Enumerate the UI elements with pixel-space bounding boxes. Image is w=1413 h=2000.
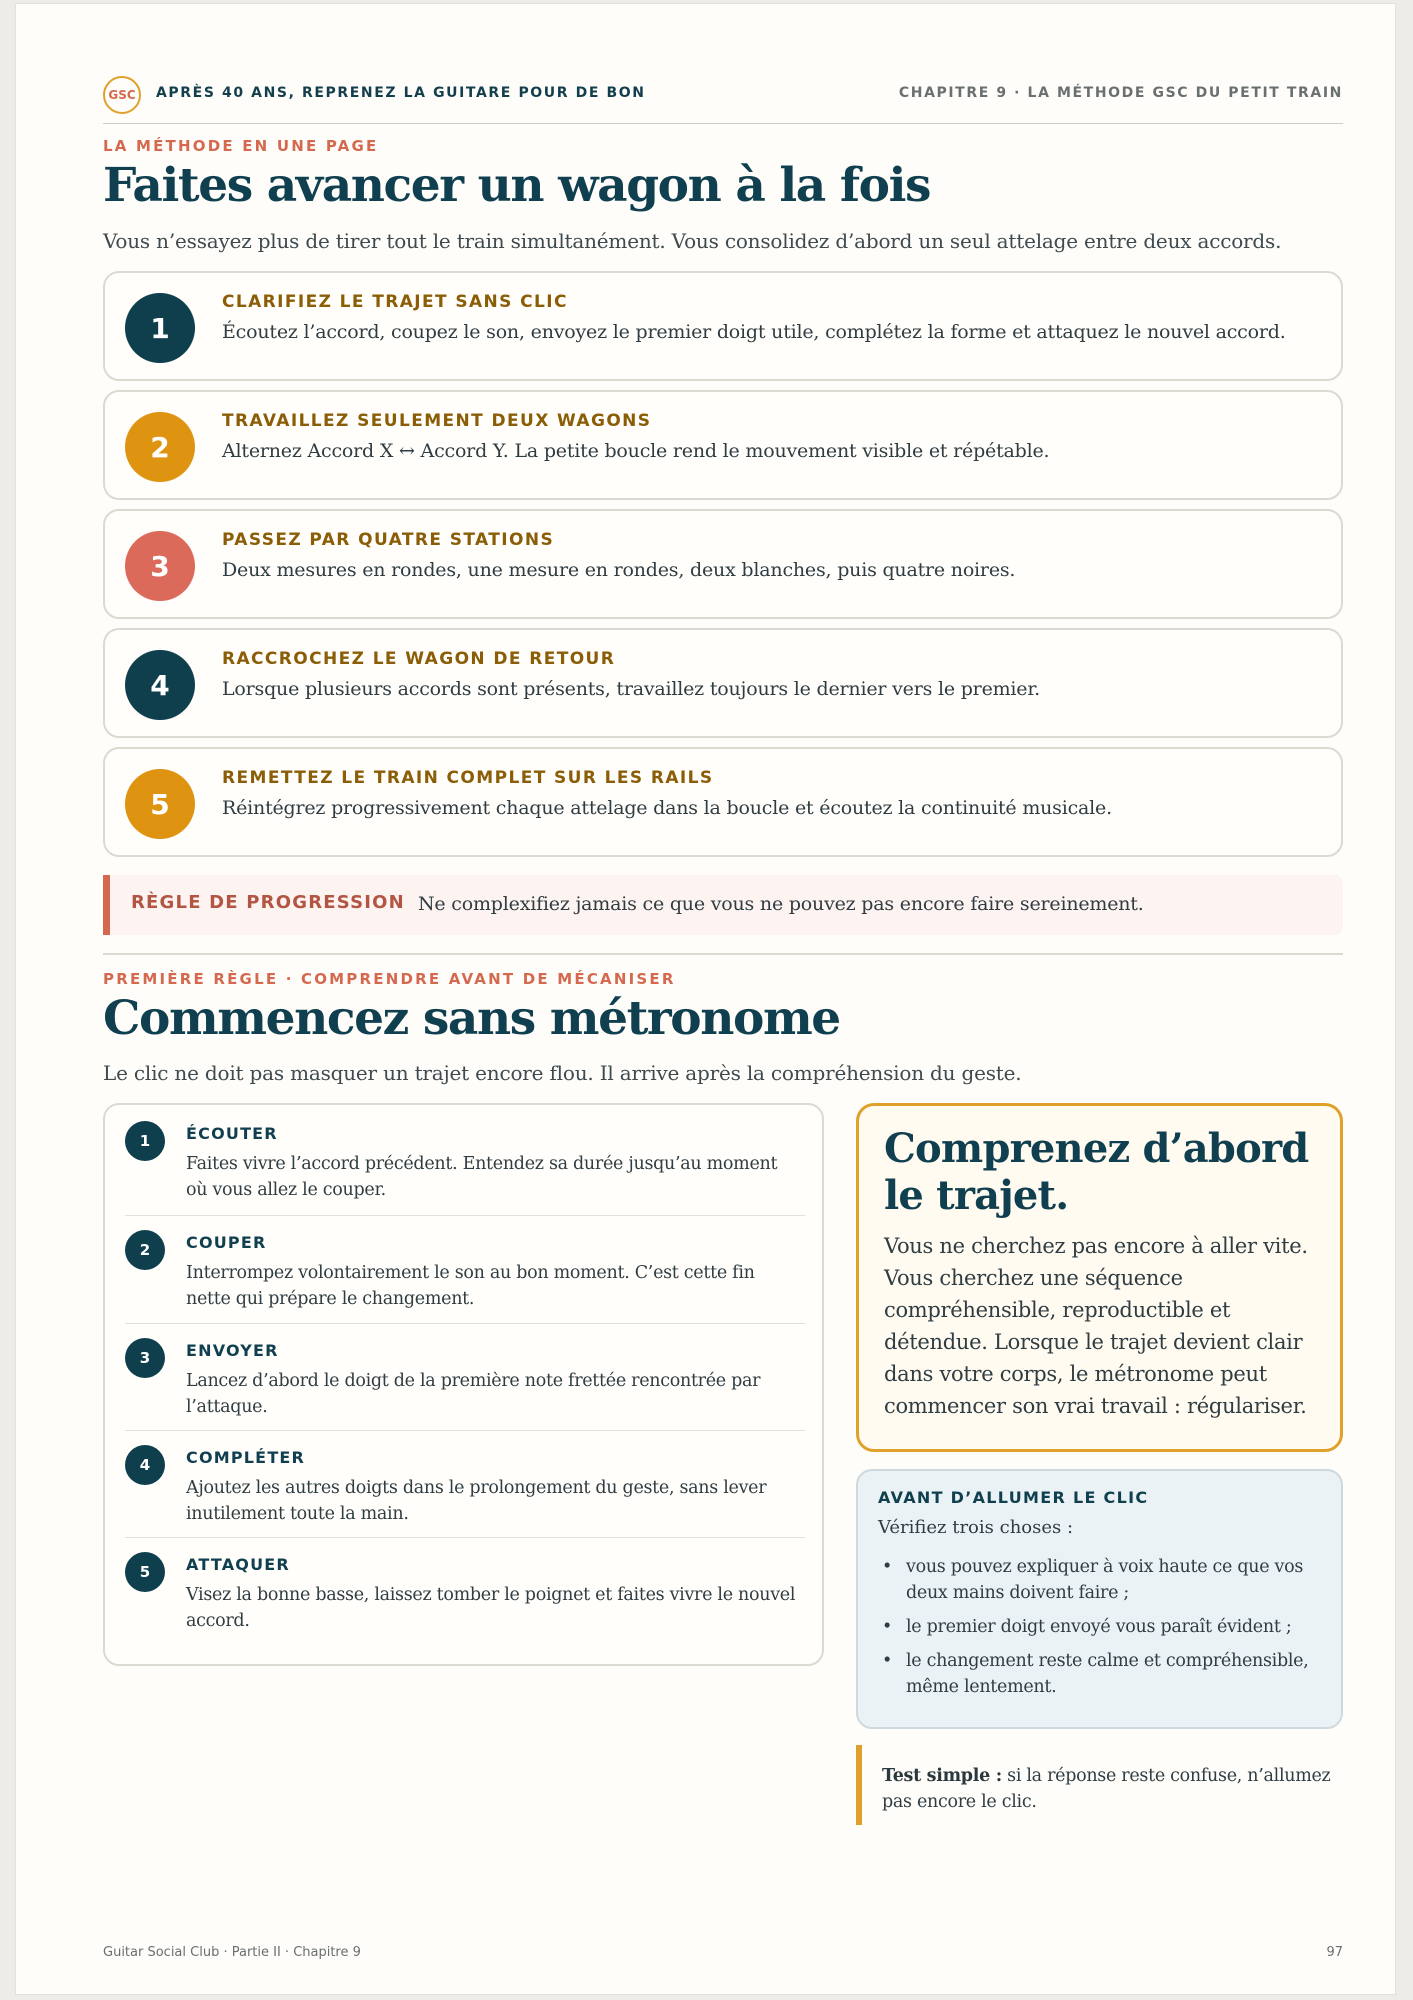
checklist-item [878, 1554, 1318, 1606]
checklist-title: AVANT D’ALLUMER LE CLIC [878, 1488, 1149, 1507]
footer-running-title: Guitar Social Club · Partie II · Chapitre 9 [103, 1945, 361, 1960]
list-item-number: 3 [125, 1338, 165, 1378]
book-title: APRÈS 40 ANS, REPRENEZ LA GUITARE POUR DE BON [156, 85, 646, 101]
list-item-title: COMPLÉTER [186, 1448, 306, 1467]
focus-text: Vous ne cherchez pas encore à aller vite. Vous cherchez une séquence compréhensible, reproductible et détendue. Lorsque le trajet devient clair dans votre corps, le métronome peut commencer son vrai travail : régulariser. [884, 1234, 1308, 1418]
list-item-text: Ajoutez les autres doigts dans le prolongement du geste, sans lever inutilement toute la main. [186, 1478, 767, 1524]
step-card [103, 271, 1343, 381]
gesture-steps-card [103, 1103, 824, 1666]
test-label: Test simple : [882, 1766, 1002, 1786]
step-title: REMETTEZ LE TRAIN COMPLET SUR LES RAILS [222, 768, 714, 788]
list-item-title: ÉCOUTER [186, 1124, 278, 1143]
page [15, 3, 1396, 1995]
simple-test-note [856, 1745, 1343, 1825]
step-title: CLARIFIEZ LE TRAJET SANS CLIC [222, 292, 568, 312]
running-header [103, 74, 1343, 124]
section2-lead: Le clic ne doit pas masquer un trajet encore flou. Il arrive après la compréhension du geste. [103, 1061, 1022, 1085]
list-item [125, 1324, 805, 1431]
page-number: 97 [1326, 1945, 1343, 1960]
step-text: Réintégrez progressivement chaque attelage dans la boucle et écoutez la continuité musicale. [222, 797, 1112, 819]
list-item-title: ENVOYER [186, 1341, 279, 1360]
bullet-icon: • [882, 1651, 893, 1671]
bullet-icon: • [882, 1557, 893, 1577]
step-card [103, 747, 1343, 857]
step-number: 1 [125, 293, 195, 363]
focus-callout [856, 1103, 1343, 1452]
section1-lead: Vous n’essayez plus de tirer tout le train simultanément. Vous consolidez d’abord un seul attelage entre deux accords. [103, 229, 1282, 253]
checklist-item-text: le changement reste calme et compréhensible, même lentement. [906, 1651, 1309, 1697]
step-card [103, 509, 1343, 619]
section2-eyebrow: PREMIÈRE RÈGLE · COMPRENDRE AVANT DE MÉCANISER [103, 970, 676, 988]
chapter-title: CHAPITRE 9 · LA MÉTHODE GSC DU PETIT TRAIN [898, 85, 1343, 101]
section2-title: Commencez sans métronome [103, 991, 840, 1046]
section1-title: Faites avancer un wagon à la fois [103, 158, 931, 213]
list-item [125, 1216, 805, 1324]
rule-label: RÈGLE DE PROGRESSION [131, 892, 405, 913]
list-item [125, 1107, 805, 1216]
step-text: Écoutez l’accord, coupez le son, envoyez le premier doigt utile, complétez la forme et attaquez le nouvel accord. [222, 321, 1286, 343]
checklist-item [878, 1648, 1318, 1700]
list-item-number: 1 [125, 1121, 165, 1161]
list-item-number: 5 [125, 1552, 165, 1592]
step-number: 4 [125, 650, 195, 720]
list-item-text: Lancez d’abord le doigt de la première note frettée rencontrée par l’attaque. [186, 1371, 761, 1417]
list-item-number: 2 [125, 1230, 165, 1270]
gsc-logo: GSC [103, 76, 141, 114]
step-text: Deux mesures en rondes, une mesure en rondes, deux blanches, puis quatre noires. [222, 559, 1016, 581]
checklist-item-text: le premier doigt envoyé vous paraît évident ; [906, 1617, 1292, 1637]
step-title: PASSEZ PAR QUATRE STATIONS [222, 530, 555, 550]
step-text: Lorsque plusieurs accords sont présents, travaillez toujours le dernier vers le premier. [222, 678, 1040, 700]
test-body: si la réponse reste confuse, n’allumez pas encore le clic. [882, 1766, 1331, 1812]
list-item-number: 4 [125, 1445, 165, 1485]
section1-eyebrow: LA MÉTHODE EN UNE PAGE [103, 137, 379, 155]
bullet-icon: • [882, 1617, 893, 1637]
step-card [103, 390, 1343, 500]
checklist-bullets [878, 1554, 1318, 1708]
section-divider [103, 953, 1343, 955]
list-item-title: COUPER [186, 1233, 267, 1252]
checklist-item [878, 1614, 1318, 1640]
test-text [882, 1763, 1347, 1815]
list-item [125, 1431, 805, 1538]
list-item-text: Interrompez volontairement le son au bon moment. C’est cette fin nette qui prépare le changement. [186, 1263, 755, 1309]
rule-text: Ne complexifiez jamais ce que vous ne pouvez pas encore faire sereinement. [418, 893, 1144, 915]
checklist-intro: Vérifiez trois choses : [878, 1517, 1074, 1538]
step-number: 5 [125, 769, 195, 839]
step-card [103, 628, 1343, 738]
step-number: 3 [125, 531, 195, 601]
focus-title: Comprenez d’abord le trajet. [884, 1125, 1309, 1219]
list-item [125, 1538, 805, 1648]
list-item-text: Faites vivre l’accord précédent. Entendez sa durée jusqu’au moment où vous allez le couper. [186, 1154, 778, 1200]
step-title: TRAVAILLEZ SEULEMENT DEUX WAGONS [222, 411, 652, 431]
checklist-item-text: vous pouvez expliquer à voix haute ce que vos deux mains doivent faire ; [906, 1557, 1304, 1603]
list-item-text: Visez la bonne basse, laissez tomber le poignet et faites vivre le nouvel accord. [186, 1585, 796, 1631]
step-number: 2 [125, 412, 195, 482]
step-text: Alternez Accord X ↔ Accord Y. La petite boucle rend le mouvement visible et répétable. [222, 440, 1050, 462]
checklist-card [856, 1469, 1343, 1729]
step-title: RACCROCHEZ LE WAGON DE RETOUR [222, 649, 616, 669]
progression-rule [103, 875, 1343, 935]
list-item-title: ATTAQUER [186, 1555, 290, 1574]
